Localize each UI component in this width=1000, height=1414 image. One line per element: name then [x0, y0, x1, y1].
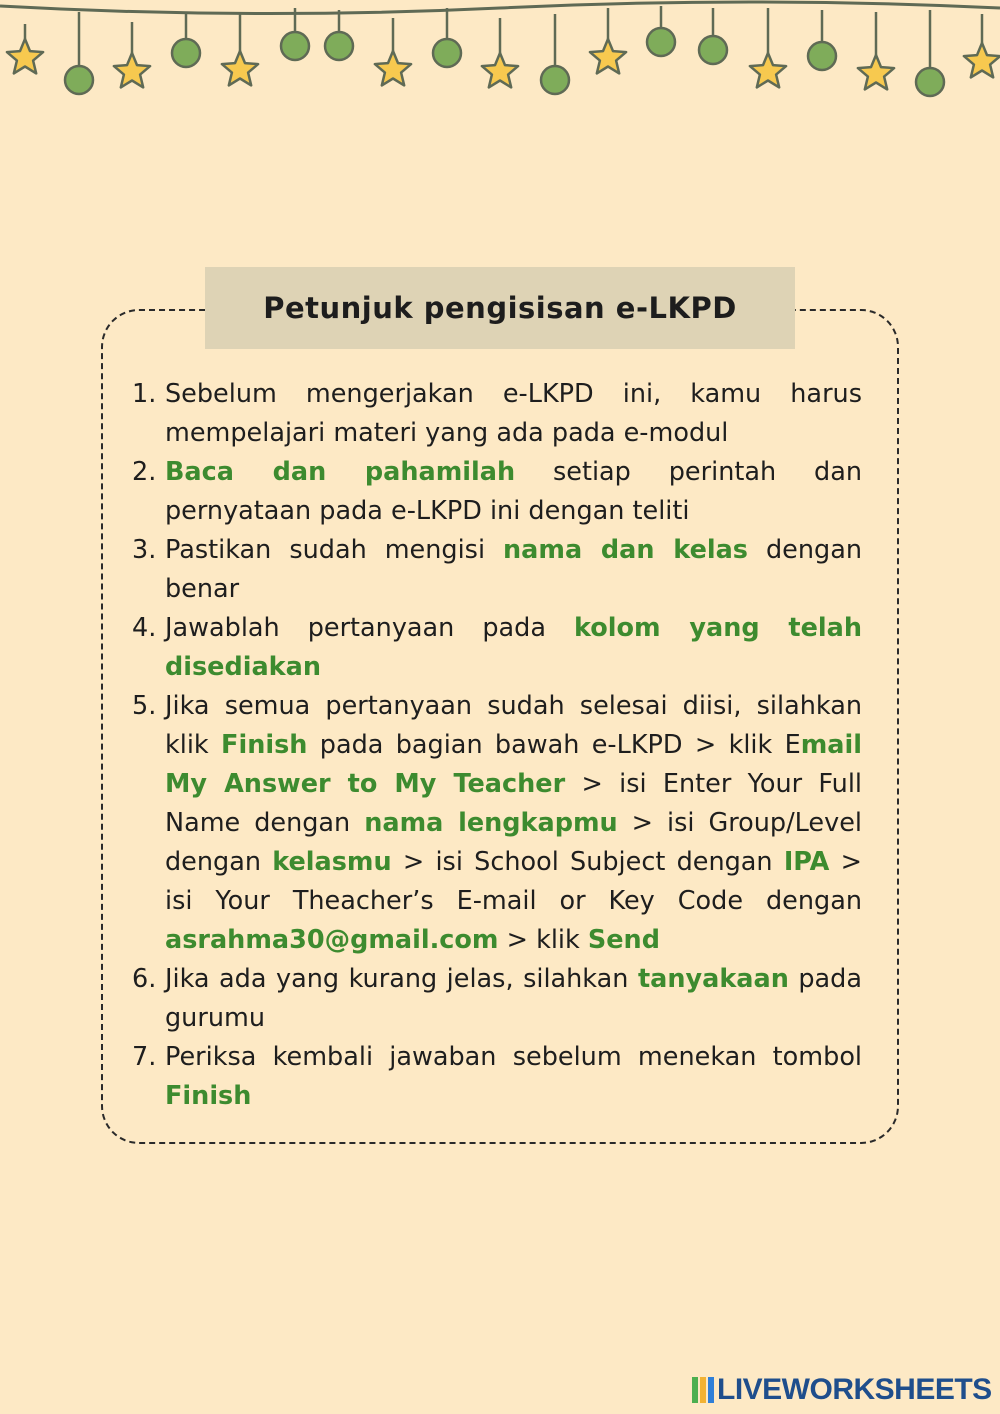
star-icon: [222, 51, 258, 85]
liveworksheets-brand: [692, 1374, 992, 1406]
highlighted-text: tanyakaan: [637, 964, 789, 994]
highlighted-text: Send: [587, 925, 660, 955]
highlighted-text: nama dan kelas: [503, 535, 748, 565]
instruction-text: dengan benar: [165, 535, 862, 604]
instruction-item: [132, 960, 862, 1038]
ornament-ball-icon: [325, 32, 353, 60]
star-icon: [964, 43, 1000, 77]
highlighted-text: Finish: [165, 1081, 252, 1111]
instruction-number: 1.: [132, 379, 157, 409]
brand-name: LIVEWORKSHEETS: [717, 1373, 992, 1406]
liveworksheets-logo-icon: [692, 1377, 714, 1403]
ornament-ball-icon: [916, 68, 944, 96]
instruction-text: > klik: [498, 925, 588, 955]
instruction-text: > isi School Subject dengan: [391, 847, 784, 877]
ornament-ball-icon: [172, 39, 200, 67]
instruction-item: [132, 453, 862, 531]
instruction-item: [132, 1038, 862, 1116]
instruction-text: Jika ada yang kurang jelas, silahkan: [165, 964, 638, 994]
star-icon: [750, 53, 786, 87]
instruction-number: 4.: [132, 613, 157, 643]
highlighted-text: mail My Answer to My Teacher: [165, 730, 862, 799]
instruction-item: [132, 531, 862, 609]
instruction-text: > isi Enter Your Full Name dengan: [165, 769, 863, 838]
highlighted-text: asrahma30@gmail.com: [165, 925, 499, 955]
instruction-text: Sebelum mengerjakan e-LKPD ini, kamu harus mempelajari materi yang ada pada e-modul: [165, 379, 862, 448]
instruction-number: 6.: [132, 964, 157, 994]
title-banner: [205, 267, 795, 349]
ornament-ball-icon: [541, 66, 569, 94]
star-icon: [7, 39, 43, 73]
star-garland-decoration: [0, 0, 1000, 110]
highlighted-text: nama lengkapmu: [364, 808, 618, 838]
page-title: Petunjuk pengisisan e-LKPD: [263, 291, 737, 325]
instruction-text: > isi Group/Level dengan: [165, 808, 862, 877]
instruction-text: Jika semua pertanyaan sudah selesai diisi, silahkan klik: [165, 691, 862, 760]
star-icon: [114, 53, 150, 87]
instruction-text: pada gurumu: [165, 964, 862, 1033]
instruction-text: pada bagian bawah e-LKPD > klik E: [307, 730, 801, 760]
instruction-list: [132, 375, 862, 1116]
ornament-ball-icon: [699, 36, 727, 64]
instruction-number: 3.: [132, 535, 157, 565]
highlighted-text: kolom yang telah disediakan: [165, 613, 863, 682]
instruction-number: 2.: [132, 457, 157, 487]
star-icon: [482, 53, 518, 87]
instruction-number: 7.: [132, 1042, 157, 1072]
instruction-item: [132, 687, 862, 960]
instruction-text: Pastikan sudah mengisi: [165, 535, 504, 565]
instruction-number: 5.: [132, 691, 157, 721]
instruction-text: Periksa kembali jawaban sebelum menekan tombol: [165, 1042, 862, 1072]
star-icon: [858, 55, 894, 89]
highlighted-text: Baca dan pahamilah: [165, 457, 516, 487]
highlighted-text: kelasmu: [272, 847, 392, 877]
star-icon: [375, 51, 411, 85]
ornament-ball-icon: [647, 28, 675, 56]
ornament-ball-icon: [433, 39, 461, 67]
highlighted-text: Finish: [221, 730, 308, 760]
ornament-ball-icon: [808, 42, 836, 70]
ornament-ball-icon: [65, 66, 93, 94]
instruction-text: Jawablah pertanyaan pada: [165, 613, 574, 643]
star-icon: [590, 39, 626, 73]
instruction-text: > isi Your Theacher’s E-mail or Key Code dengan: [165, 847, 862, 916]
instruction-text: setiap perintah dan pernyataan pada e-LKPD ini dengan teliti: [165, 457, 862, 526]
instruction-item: [132, 609, 862, 687]
ornament-ball-icon: [281, 32, 309, 60]
instruction-item: [132, 375, 862, 453]
highlighted-text: IPA: [783, 847, 830, 877]
